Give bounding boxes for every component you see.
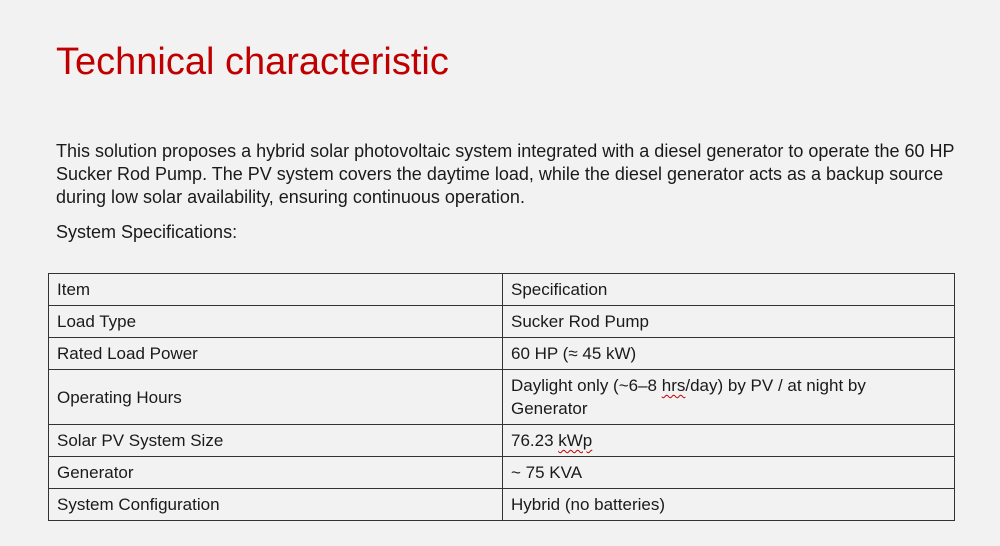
row-spec: ~ 75 KVA bbox=[503, 457, 955, 489]
intro-paragraph: This solution proposes a hybrid solar photovoltaic system integrated with a diesel generator to operate the 60 HP Sucker Rod Pump. The PV system covers the daytime load, while the diesel generator acts as a backup source during low solar availability, ensuring continuous operation. bbox=[56, 141, 955, 207]
row-spec bbox=[503, 370, 955, 425]
spellcheck-word: kWp bbox=[558, 431, 593, 450]
row-item: Generator bbox=[49, 457, 503, 489]
table-row bbox=[49, 457, 955, 489]
table-row bbox=[49, 306, 955, 338]
row-item: Load Type bbox=[49, 306, 503, 338]
spec-table bbox=[48, 273, 955, 521]
row-spec: 60 HP (≈ 45 kW) bbox=[503, 338, 955, 370]
row-spec: Sucker Rod Pump bbox=[503, 306, 955, 338]
header-spec: Specification bbox=[503, 274, 955, 306]
row-spec bbox=[503, 425, 955, 457]
table-row bbox=[49, 370, 955, 425]
row-item: Rated Load Power bbox=[49, 338, 503, 370]
table-row bbox=[49, 489, 955, 521]
spec-text: /day) by PV / at night by Generator bbox=[511, 376, 866, 418]
spec-text: 76.23 bbox=[511, 431, 559, 450]
table-header-row bbox=[49, 274, 955, 306]
spellcheck-word: hrs bbox=[661, 376, 686, 395]
table-row bbox=[49, 338, 955, 370]
spec-heading: System Specifications: bbox=[56, 222, 238, 242]
row-item: Operating Hours bbox=[49, 370, 503, 425]
row-item: System Configuration bbox=[49, 489, 503, 521]
row-item: Solar PV System Size bbox=[49, 425, 503, 457]
header-item: Item bbox=[49, 274, 503, 306]
slide-title: Technical characteristic bbox=[56, 41, 449, 83]
spec-text: Daylight only (~6–8 bbox=[511, 376, 662, 395]
table-row bbox=[49, 425, 955, 457]
row-spec: Hybrid (no batteries) bbox=[503, 489, 955, 521]
